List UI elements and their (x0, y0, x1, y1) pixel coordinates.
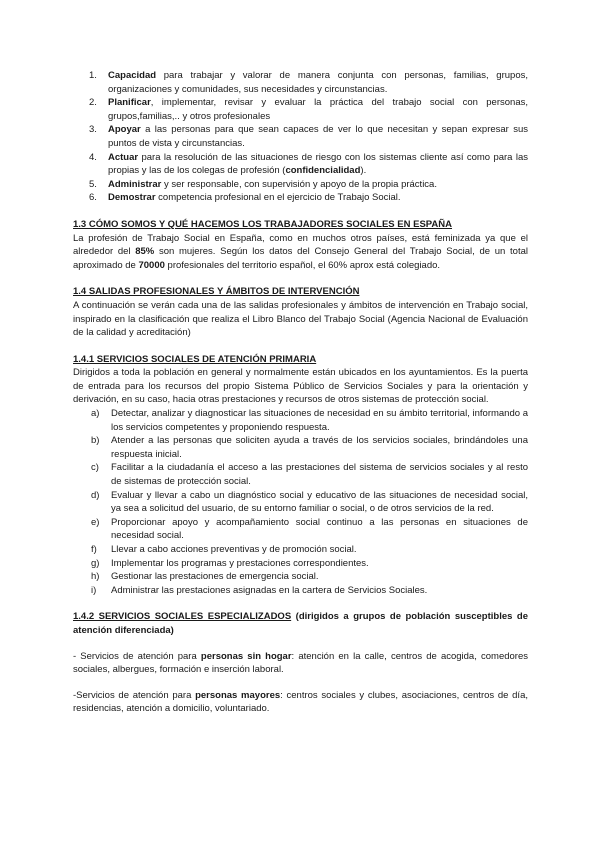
section-text: La profesión de Trabajo Social en España, como en muchos otros países, está feminizada ya que el alrededor del 85% son mujeres. Según los datos del Consejo General del Trabajo Social, de un total aproximado de 70000 profesionales del territorio español, el 60% aprox está colegiado. (73, 232, 528, 271)
list-item: d) Evaluar y llevar a cabo un diagnóstico social y educativo de las situaciones de necesidad social, ya sea a solicitud del usuario, de su entorno familiar o social, o de otros servicios de la red. (91, 489, 528, 515)
list-item: 5. Administrar y ser responsable, con supervisión y apoyo de la propia práctica. (89, 178, 437, 190)
list-item: 1. Capacidad para trabajar y valorar de manera conjunta con personas, familias, grupos, organizaciones y comunidades, sus necesidades y circunstancias. (89, 70, 528, 95)
competencias-list (73, 69, 528, 205)
list-item: g) Implementar los programas y prestaciones correspondientes. (91, 557, 369, 569)
section-1-4-2 (73, 610, 528, 716)
section-heading: 1.3 CÓMO SOMOS Y QUÉ HACEMOS LOS TRABAJADORES SOCIALES EN ESPAÑA (73, 218, 453, 230)
list-item: h) Gestionar las prestaciones de emergencia social. (91, 571, 319, 583)
list-item: f) Llevar a cabo acciones preventivas y de promoción social. (91, 544, 357, 555)
section-heading: 1.4.2 SERVICIOS SOCIALES ESPECIALIZADOS (dirigidos a grupos de población susceptibles de atención diferenciada) (73, 611, 528, 636)
section-heading: 1.4.1 SERVICIOS SOCIALES DE ATENCIÓN PRIMARIA (73, 353, 317, 365)
list-item: 4. Actuar para la resolución de las situaciones de riesgo con los sistemas cliente así como para las propias y las de los colegas de profesión (confidencialidad). (89, 151, 528, 177)
section-1-3 (73, 218, 528, 272)
functions-list (73, 407, 528, 597)
section-1-4 (73, 285, 528, 339)
section-text: Dirigidos a toda la población en general y normalmente están ubicados en los ayuntamientos. Es la puerta de entrada para los recursos del propio Sistema Público de Servicios Sociales y para la orientación y derivación, en su caso, hacia otras prestaciones y recursos de otros sistemas de protección social. (73, 367, 528, 406)
list-item: i) Administrar las prestaciones asignadas en la cartera de Servicios Sociales. (91, 584, 428, 596)
list-item: c) Facilitar a la ciudadanía el acceso a las prestaciones del sistema de servicios sociales y al resto de sistemas de protección social. (91, 462, 528, 488)
list-item: b) Atender a las personas que soliciten ayuda a través de los servicios sociales, brindándoles una respuesta inicial. (91, 435, 528, 460)
section-1-4-1 (73, 353, 528, 598)
document-page (73, 69, 528, 716)
section-text: -Servicios de atención para personas mayores: centros sociales y clubes, asociaciones, centros de día, residencias, atención a domicilio, voluntariado. (73, 689, 528, 715)
list-item: 6. Demostrar competencia profesional en el ejercicio de Trabajo Social. (89, 192, 401, 204)
list-item: a) Detectar, analizar y diagnosticar las situaciones de necesidad en su ámbito territorial, informando a los servicios competentes y proponiendo respuesta. (91, 408, 528, 433)
list-item: 3. Apoyar a las personas para que sean capaces de ver lo que necesitan y sepan expresar sus puntos de vista y circunstancias. (89, 124, 528, 149)
section-heading: 1.4 SALIDAS PROFESIONALES Y ÁMBITOS DE INTERVENCIÓN (73, 286, 360, 298)
list-item: e) Proporcionar apoyo y acompañamiento social continuo a las personas en situaciones de necesidad social. (91, 516, 528, 542)
section-text: A continuación se verán cada una de las salidas profesionales y ámbitos de intervención en Trabajo social, inspirado en la clasificación que realiza el Libro Blanco del Trabajo Social (Agencia Nacional de Evaluación de la calidad y acreditación) (73, 299, 528, 339)
list-item: 2. Planificar, implementar, revisar y evaluar la práctica del trabajo social con personas, grupos,familias,.. y otros profesionales (89, 97, 528, 122)
section-text: - Servicios de atención para personas sin hogar: atención en la calle, centros de acogida, comedores sociales, albergues, formación e inserción laboral. (73, 650, 528, 676)
